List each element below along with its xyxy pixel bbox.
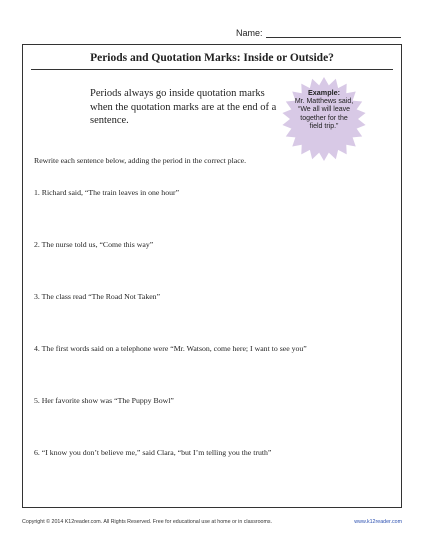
example-text: Mr. Matthews said, “We all will leave together for the field trip.” — [294, 97, 354, 130]
sentence-item: 6. “I know you don’t believe me,” said Clara, “but I’m telling you the truth” — [34, 448, 272, 457]
title-divider — [31, 69, 393, 70]
name-label: Name: — [236, 28, 263, 38]
name-field — [236, 28, 401, 42]
copyright-text: Copyright © 2014 K12reader.com. All Rights Reserved. Free for educational use at home or in classrooms. — [22, 519, 273, 525]
footer — [22, 519, 402, 529]
sentence-item: 2. The nurse told us, “Come this way” — [34, 240, 154, 249]
website-link[interactable]: www.k12reader.com — [354, 519, 402, 525]
sentence-item: 4. The first words said on a telephone were “Mr. Watson, come here; I want to see you” — [34, 344, 307, 353]
name-line[interactable] — [266, 37, 401, 38]
example-text-block — [293, 89, 355, 132]
worksheet — [22, 44, 402, 508]
worksheet-title: Periods and Quotation Marks: Inside or Outside? — [90, 52, 334, 64]
example-heading: Example: — [308, 88, 340, 97]
instructions: Rewrite each sentence below, adding the period in the correct place. — [34, 156, 247, 165]
sentence-item: 1. Richard said, “The train leaves in one hour” — [34, 188, 180, 197]
rule-text: Periods always go inside quotation marks when the quotation marks are at the end of a sentence. — [90, 88, 277, 126]
sentence-item: 3. The class read “The Road Not Taken” — [34, 292, 161, 301]
example-burst — [281, 76, 367, 162]
sentence-item: 5. Her favorite show was “The Puppy Bowl” — [34, 396, 174, 405]
